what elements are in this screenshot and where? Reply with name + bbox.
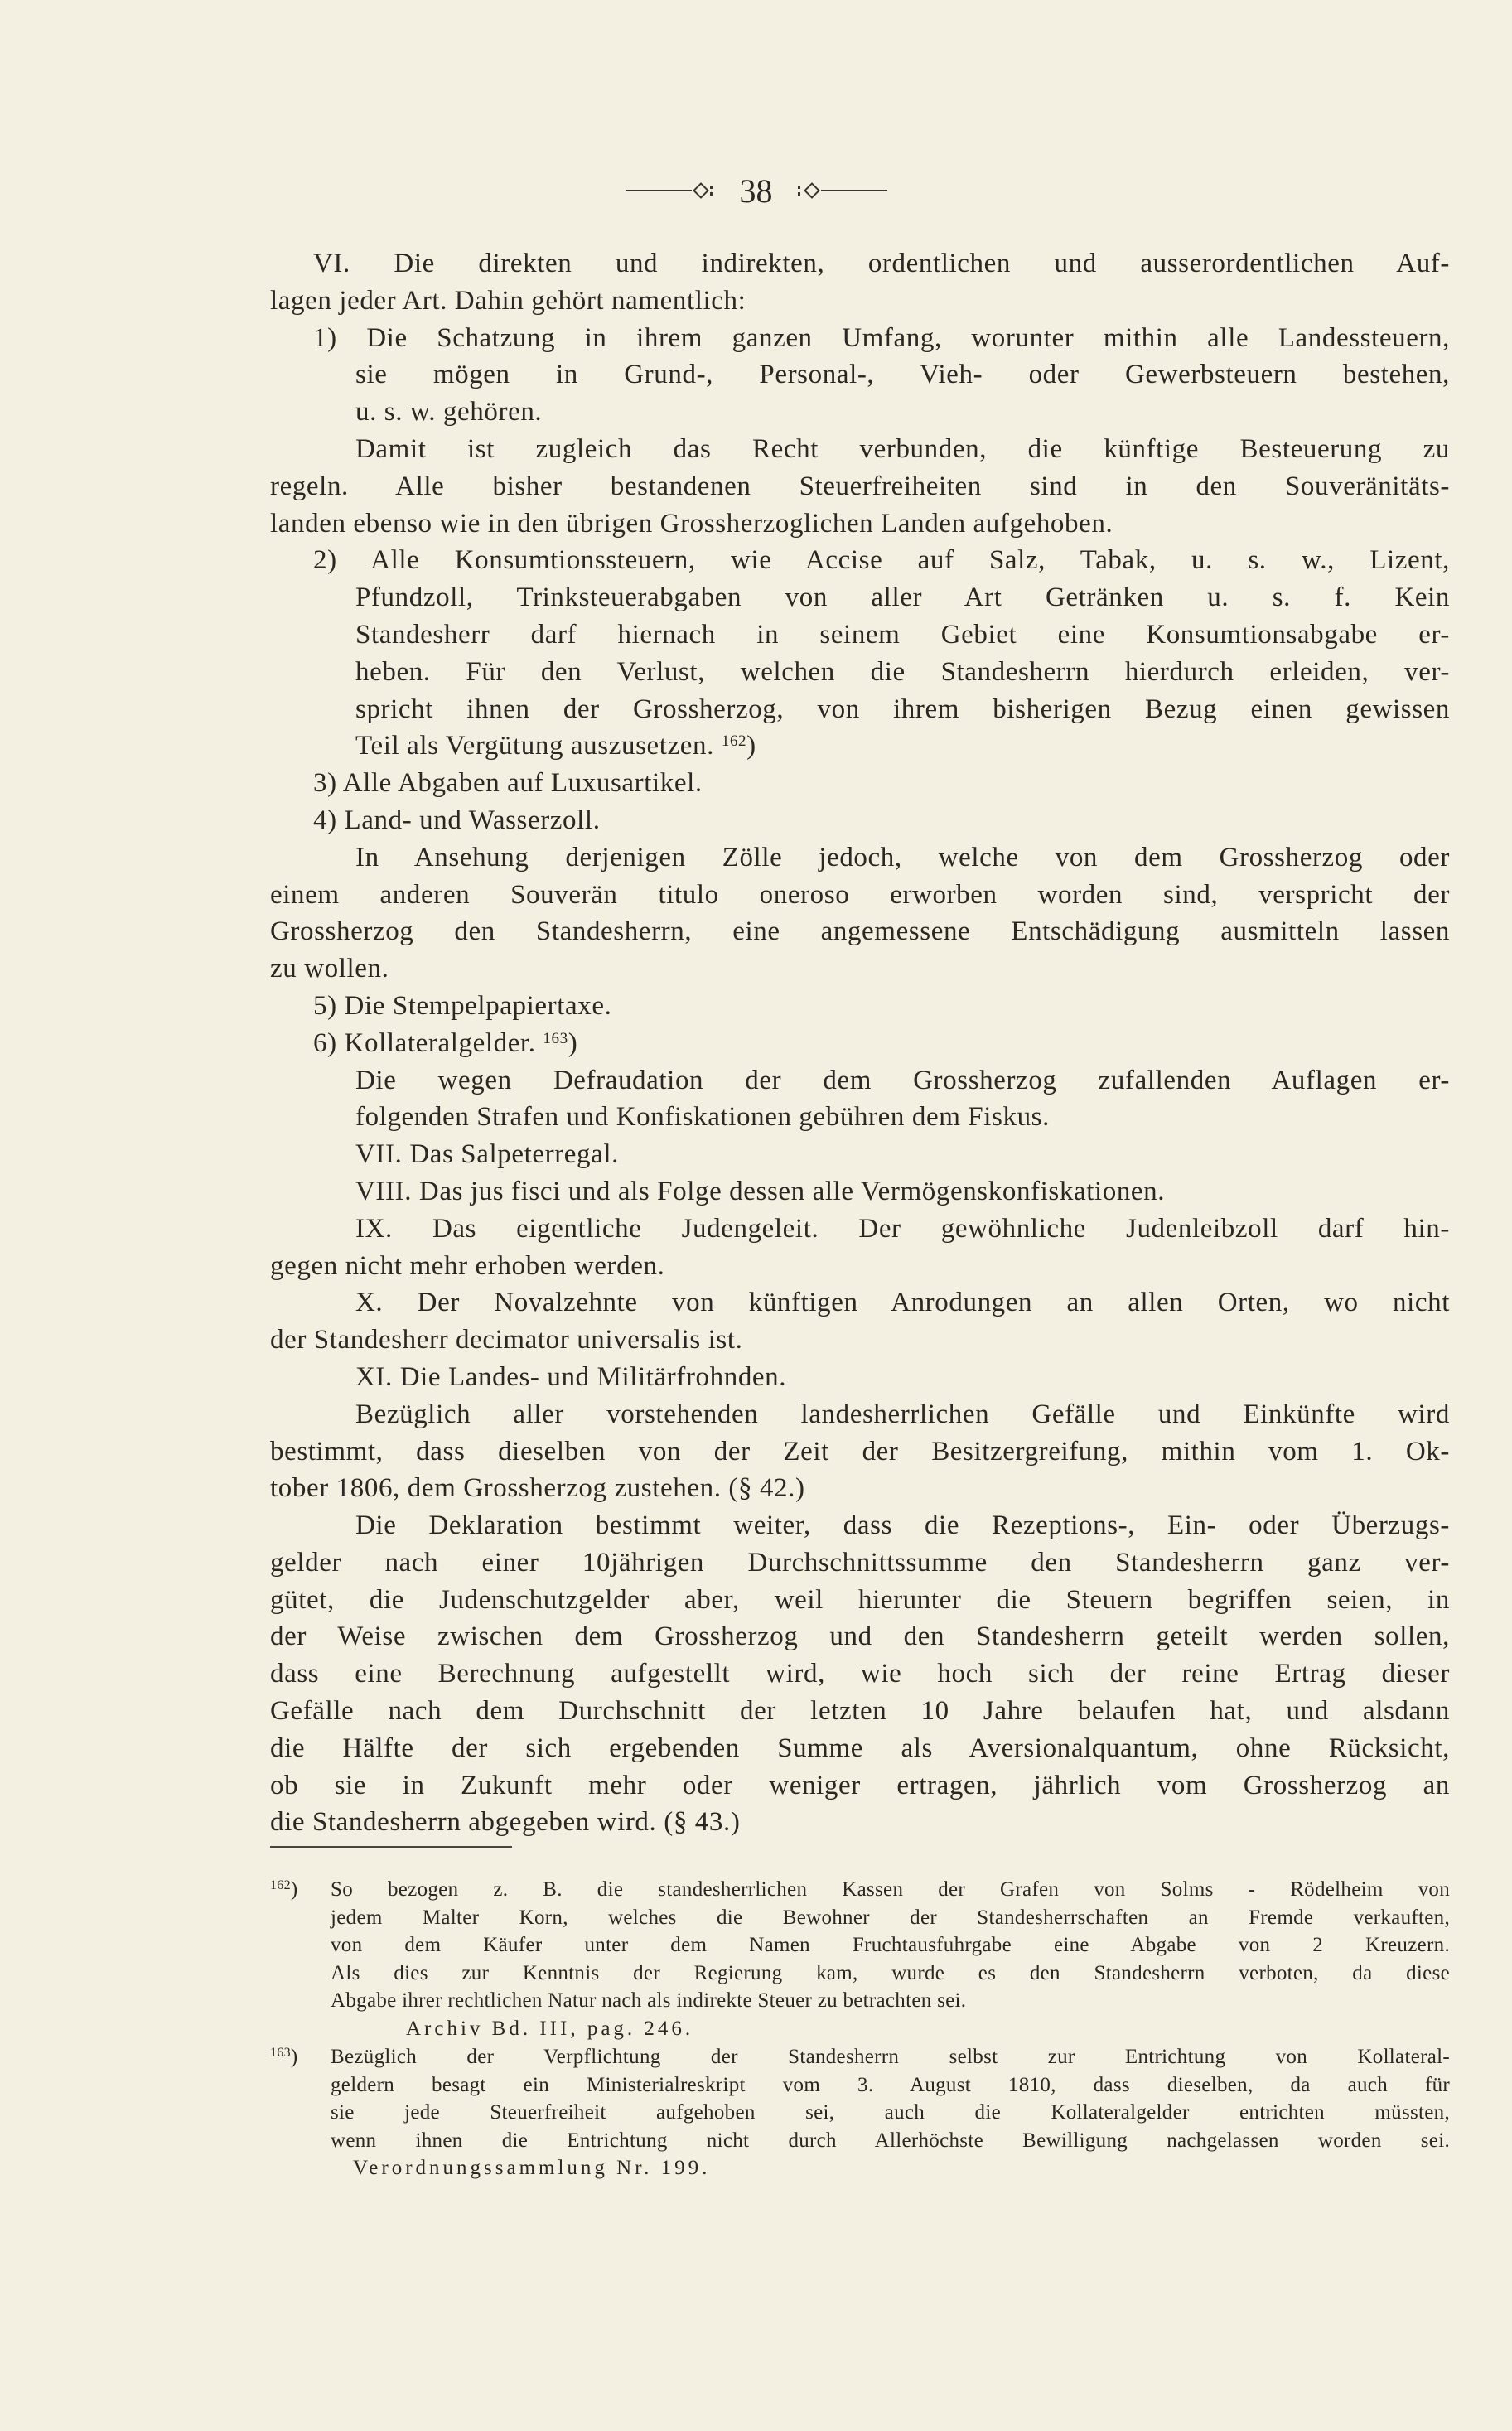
text-line: dass eine Berechnung aufgestellt wird, wie hoch sich der reine Ertrag dieser	[270, 1659, 1450, 1689]
footnote-source: Verordnungssammlung Nr. 199.	[353, 2157, 711, 2179]
text-line: zu wollen.	[270, 954, 389, 984]
text-line: 1) Die Schatzung in ihrem ganzen Umfang, worunter mithin alle Landessteuern,	[313, 322, 1450, 353]
text-line: bestimmt, dass dieselben von der Zeit der Besitzergreifung, mithin vom 1. Ok-	[270, 1436, 1450, 1467]
footnote-line: von dem Käufer unter dem Namen Fruchtausfuhrgabe eine Abgabe von 2 Kreuzern.	[331, 1934, 1450, 1956]
footnote-line: So bezogen z. B. die standesherrlichen Kassen der Grafen von Solms - Rödelheim von	[331, 1878, 1450, 1901]
text-line: folgenden Strafen und Konfiskationen gebühren dem Fiskus.	[355, 1102, 1050, 1133]
footnote-line: Als dies zur Kenntnis der Regierung kam, wurde es den Standesherrn verboten, da diese	[331, 1961, 1450, 1984]
text-line: lagen jeder Art. Dahin gehört namentlich:	[270, 285, 746, 316]
text-line	[270, 727, 1450, 765]
footnote-marker-close: )	[290, 1878, 298, 1901]
text-line: gegen nicht mehr erhoben werden.	[270, 1250, 665, 1281]
text-line: 2) Alle Konsumtionssteuern, wie Accise auf Salz, Tabak, u. s. w., Lizent,	[313, 545, 1450, 576]
footnote-marker	[270, 1876, 298, 1904]
text-line: XI. Die Landes- und Militärfrohnden.	[355, 1361, 787, 1392]
footnote-marker-close: )	[290, 2046, 298, 2068]
ornament-left-icon	[626, 185, 715, 196]
footnote-line: sie jede Steuerfreiheit aufgehoben sei, auch die Kollateralgelder entrichten müssten,	[331, 2101, 1450, 2124]
page-header	[0, 166, 1512, 215]
footnote-line: geldern besagt ein Ministerialreskript vom 3. August 1810, dass dieselben, da auch für	[331, 2073, 1450, 2096]
body-text	[270, 245, 1450, 1841]
text-line: 4) Land- und Wasserzoll.	[313, 805, 601, 835]
footnote-marker	[270, 2043, 298, 2071]
footnote-line: Bezüglich der Verpflichtung der Standesherrn selbst zur Entrichtung von Kollateral-	[331, 2046, 1450, 2068]
text-line-content: 6) Kollateralgelder.	[313, 1027, 536, 1058]
footnote-source: Archiv Bd. III, pag. 246.	[406, 2017, 694, 2040]
text-line: IX. Das eigentliche Judengeleit. Der gewöhnliche Judenleibzoll darf hin-	[355, 1213, 1450, 1244]
text-line: die Standesherrn abgegeben wird. (§ 43.)	[270, 1807, 741, 1838]
text-line: 3) Alle Abgaben auf Luxusartikel.	[313, 768, 703, 799]
text-line: u. s. w. gehören.	[355, 397, 543, 428]
footnote-number: 163	[270, 2046, 291, 2060]
text-line: die Hälfte der sich ergebenden Summe als Aversionalquantum, ohne Rücksicht,	[270, 1733, 1450, 1763]
text-line: ob sie in Zukunft mehr oder weniger ertragen, jährlich vom Grossherzog an	[270, 1770, 1450, 1800]
text-line: regeln. Alle bisher bestandenen Steuerfreiheiten sind in den Souveränitäts-	[270, 471, 1450, 501]
page-number: 38	[739, 172, 773, 210]
text-line: tober 1806, dem Grossherzog zustehen. (§ 42.)	[270, 1473, 805, 1504]
text-line	[270, 1025, 1450, 1062]
footnote-ref-close: )	[746, 731, 756, 761]
footnote-line: wenn ihnen die Entrichtung nicht durch Allerhöchste Bewilligung nachgelassen worden sei.	[331, 2129, 1450, 2152]
text-line: X. Der Novalzehnte von künftigen Anrodungen an allen Orten, wo nicht	[355, 1288, 1450, 1318]
text-line: einem anderen Souverän titulo oneroso erworben worden sind, verspricht der	[270, 879, 1450, 910]
text-line: der Standesherr decimator universalis ist.	[270, 1325, 743, 1356]
text-line: Bezüglich aller vorstehenden landesherrlichen Gefälle und Einkünfte wird	[355, 1399, 1450, 1429]
footnote-ref-162[interactable]: 162	[721, 732, 747, 751]
text-line: 5) Die Stempelpapiertaxe.	[313, 990, 612, 1021]
text-line: Grossherzog den Standesherrn, eine angemessene Entschädigung ausmitteln lassen	[270, 916, 1450, 947]
text-line: VII. Das Salpeterregal.	[355, 1139, 620, 1170]
footnote-number: 162	[270, 1878, 291, 1892]
footnote-divider	[270, 1846, 512, 1848]
text-line: gelder nach einer 10jährigen Durchschnittssumme den Standesherrn ganz ver-	[270, 1547, 1450, 1578]
text-line: gütet, die Judenschutzgelder aber, weil hierunter die Steuern begriffen seien, in	[270, 1584, 1450, 1615]
text-line: Pfundzoll, Trinksteuerabgaben von aller Art Getränken u. s. f. Kein	[355, 582, 1450, 613]
text-line: Die Deklaration bestimmt weiter, dass die Rezeptions-, Ein- oder Überzugs-	[355, 1510, 1450, 1541]
footnote-162	[270, 1876, 1450, 2042]
text-line: In Ansehung derjenigen Zölle jedoch, welche von dem Grossherzog oder	[355, 842, 1450, 872]
text-line: spricht ihnen der Grossherzog, von ihrem bisherigen Bezug einen gewissen	[355, 694, 1450, 724]
text-line: der Weise zwischen dem Grossherzog und den Standesherrn geteilt werden sollen,	[270, 1621, 1450, 1652]
ornament-right-icon	[798, 185, 887, 196]
footnote-line: Abgabe ihrer rechtlichen Natur nach als indirekte Steuer zu betrachten sei.	[331, 1989, 967, 2012]
text-line: Die wegen Defraudation der dem Grossherzog zufallenden Auflagen er-	[355, 1065, 1450, 1095]
text-line: Standesherr darf hiernach in seinem Gebiet eine Konsumtionsabgabe er-	[355, 619, 1450, 650]
footnote-ref-163[interactable]: 163	[543, 1029, 568, 1047]
text-line: VIII. Das jus fisci und als Folge dessen alle Vermögenskonfiskationen.	[355, 1176, 1166, 1206]
text-line: landen ebenso wie in den übrigen Grossherzoglichen Landen aufgehoben.	[270, 508, 1113, 539]
text-line: Damit ist zugleich das Recht verbunden, die künftige Besteuerung zu	[355, 433, 1450, 464]
text-line: heben. Für den Verlust, welchen die Standesherrn hierdurch erleiden, ver-	[355, 656, 1450, 687]
text-line: Gefälle nach dem Durchschnitt der letzten 10 Jahre belaufen hat, und alsdann	[270, 1696, 1450, 1727]
text-line: VI. Die direkten und indirekten, ordentlichen und ausserordentlichen Auf-	[313, 249, 1450, 278]
text-line: sie mögen in Grund-, Personal-, Vieh- oder Gewerbsteuern bestehen,	[355, 360, 1450, 390]
footnote-163	[270, 2043, 1450, 2182]
footnote-line: jedem Malter Korn, welches die Bewohner der Standesherrschaften an Fremde verkauften,	[331, 1906, 1450, 1929]
footnote-ref-close: )	[568, 1027, 578, 1058]
text-line-content: Teil als Vergütung auszusetzen.	[355, 731, 714, 761]
